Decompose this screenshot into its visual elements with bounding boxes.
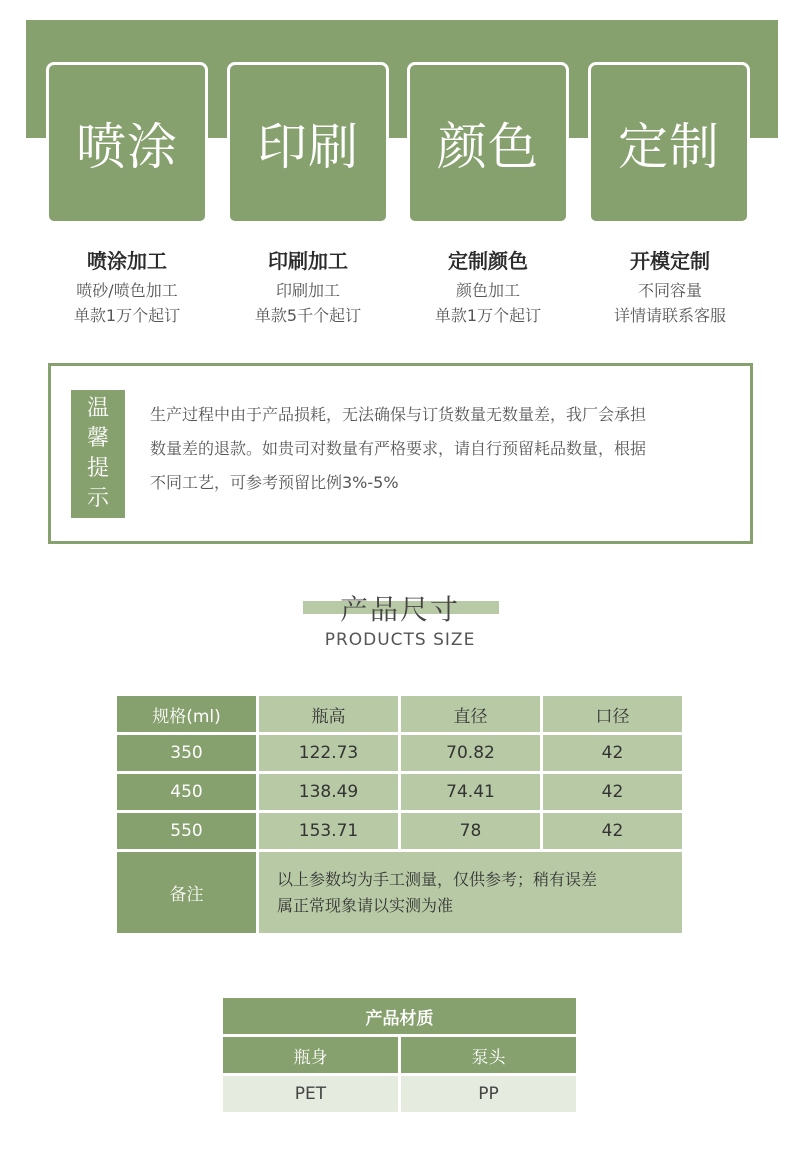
service-title: 定制颜色	[448, 249, 528, 273]
table-cell: 42	[543, 774, 682, 810]
service-line: 详情请联系客服	[613, 306, 726, 325]
service-line: 喷砂/喷色加工	[76, 281, 178, 300]
header-cell: 泵头	[401, 1037, 576, 1073]
card-label: 定制	[618, 118, 720, 176]
service-line: 单款5千个起订	[254, 306, 362, 325]
service-line: 单款1万个起订	[73, 306, 181, 325]
table-cell: 550	[117, 813, 256, 849]
note-line: 属正常现象请以实测为准	[277, 895, 454, 915]
header-cell: 瓶高	[259, 696, 398, 732]
notice-tag-char: 示	[86, 486, 109, 511]
note-cell	[259, 852, 682, 933]
card-label: 喷涂	[76, 118, 178, 176]
material-title: 产品材质	[223, 998, 576, 1034]
service-print	[218, 248, 398, 328]
header-cell: 规格(ml)	[117, 696, 256, 732]
table-cell: PP	[401, 1076, 576, 1112]
table-cell: 74.41	[401, 774, 540, 810]
card-print	[227, 62, 389, 224]
service-line: 颜色加工	[455, 281, 520, 300]
header-cell: 口径	[543, 696, 682, 732]
service-title: 印刷加工	[268, 249, 348, 273]
table-cell: 42	[543, 813, 682, 849]
note-line: 以上参数均为手工测量，仅供参考；稍有误差	[277, 869, 598, 889]
table-cell: 350	[117, 735, 256, 771]
notice-tag-char: 馨	[86, 426, 109, 451]
notice-tag	[71, 390, 125, 518]
notice-tag-char: 提	[86, 456, 109, 481]
notice-line: 数量差的退款。如贵司对数量有严格要求，请自行预留耗品数量，根据	[150, 439, 647, 458]
table-cell: 70.82	[401, 735, 540, 771]
table-cell: 122.73	[259, 735, 398, 771]
card-color	[407, 62, 569, 224]
table-cell: 78	[401, 813, 540, 849]
header-cell: 瓶身	[223, 1037, 398, 1073]
table-cell: 42	[543, 735, 682, 771]
service-title: 喷涂加工	[87, 249, 167, 273]
service-mold	[580, 248, 760, 328]
service-line: 不同容量	[637, 281, 702, 300]
card-label: 颜色	[437, 118, 539, 176]
service-color	[398, 248, 578, 328]
service-line: 单款1万个起订	[434, 306, 542, 325]
notice-tag-char: 温	[86, 396, 109, 421]
notice-line: 不同工艺，可参考预留比例3%-5%	[150, 473, 399, 492]
service-spray	[37, 248, 217, 328]
table-cell: 153.71	[259, 813, 398, 849]
card-spray	[46, 62, 208, 224]
table-cell: 450	[117, 774, 256, 810]
card-label: 印刷	[257, 118, 359, 176]
card-custom	[588, 62, 750, 224]
table-cell: 138.49	[259, 774, 398, 810]
note-label: 备注	[117, 852, 256, 933]
header-cell: 直径	[401, 696, 540, 732]
service-line: 印刷加工	[275, 281, 340, 300]
section-title: 产品尺寸	[339, 593, 460, 626]
service-title: 开模定制	[630, 249, 710, 273]
section-subtitle: PRODUCTS SIZE	[324, 630, 476, 650]
notice-text	[150, 398, 740, 500]
notice-line: 生产过程中由于产品损耗，无法确保与订货数量无数量差，我厂会承担	[150, 405, 647, 424]
table-cell: PET	[223, 1076, 398, 1112]
